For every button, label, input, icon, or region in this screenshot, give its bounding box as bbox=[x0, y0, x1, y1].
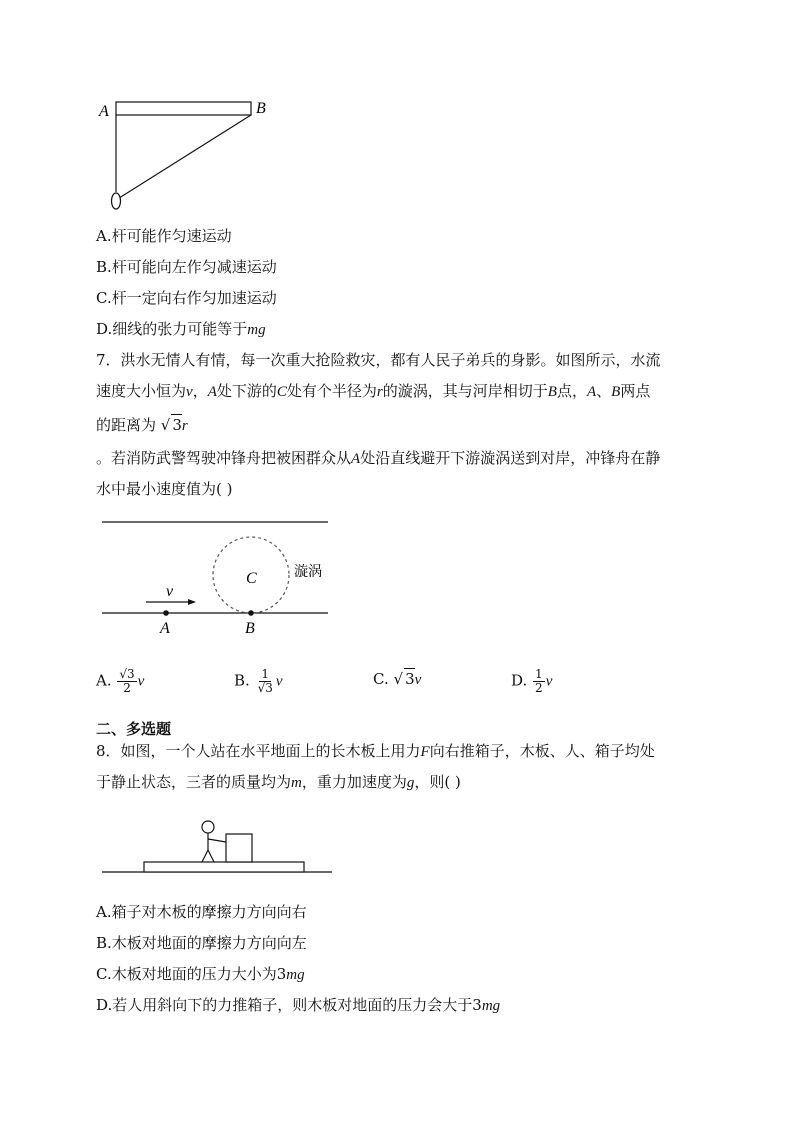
q7-line-5: 水中最小速度值为( ) bbox=[96, 480, 233, 498]
person-leg-left bbox=[202, 850, 208, 862]
q7-line-1: 7．洪水无情人有情，每一次重大抢险救灾，都有人民子弟兵的身影。如图所示，水流 bbox=[96, 351, 661, 369]
arrow-head bbox=[188, 599, 196, 605]
q6-option-d bbox=[96, 319, 266, 340]
q6-option-d-math: mg bbox=[247, 322, 266, 338]
q7-option-a: A. $\frac{√3}{2}$ v bbox=[96, 667, 145, 695]
q7-line-2: 速度大小恒为v，A处下游的C处有个半径为r的漩涡，其与河岸相切于B点，A、B两点 bbox=[96, 382, 651, 400]
label-a: A bbox=[160, 620, 170, 637]
q7-option-b: B. $\frac{1}{√3}$ v bbox=[234, 667, 283, 695]
person-arm bbox=[208, 839, 226, 842]
radical-sign: √ bbox=[160, 416, 171, 434]
person-head bbox=[202, 821, 214, 833]
vortex-label: 漩涡 bbox=[294, 565, 322, 580]
rod bbox=[116, 102, 251, 115]
river-vortex-figure bbox=[96, 512, 336, 642]
q6-option-d-text: D.细线的张力可能等于 bbox=[96, 320, 248, 338]
hanging-ball bbox=[112, 193, 121, 209]
q7-option-d: D. $\frac{1}{2}$ v bbox=[511, 667, 553, 695]
person-box-figure bbox=[96, 812, 341, 877]
label-b: B bbox=[245, 620, 255, 637]
label-b: B bbox=[256, 100, 266, 117]
q8-option-a: A.箱子对木板的摩擦力方向向右 bbox=[96, 903, 307, 921]
q7-line-3: 的距离为 √ 3r bbox=[96, 416, 188, 434]
q7-line-4: 。若消防武警驾驶冲锋舟把被困群众从A处沿直线避开下游漩涡送到对岸，冲锋舟在静 bbox=[96, 449, 661, 467]
q8-option-b: B.木板对地面的摩擦力方向向左 bbox=[96, 934, 307, 952]
label-v: v bbox=[166, 583, 174, 600]
q6-option-a: A.杆可能作匀速运动 bbox=[96, 227, 232, 245]
rod-pendulum-figure bbox=[96, 92, 266, 217]
label-c: C bbox=[246, 570, 257, 587]
q7-option-c: C. √ 3v bbox=[373, 670, 422, 688]
diagonal-string bbox=[116, 115, 251, 200]
label-a: A bbox=[99, 103, 109, 120]
box bbox=[226, 834, 252, 862]
person-leg-right bbox=[208, 850, 214, 862]
q6-option-b: B.杆可能向左作匀减速运动 bbox=[96, 258, 277, 276]
section-title-multiple-choice: 二、多选题 bbox=[96, 720, 172, 738]
point-a bbox=[163, 610, 169, 616]
board bbox=[144, 862, 304, 872]
q8-line-2: 于静止状态，三者的质量均为m，重力加速度为g，则( ) bbox=[96, 773, 461, 791]
q8-option-d: D.若人用斜向下的力推箱子，则木板对地面的压力会大于3mg bbox=[96, 996, 501, 1014]
q6-option-c: C.杆一定向右作匀加速运动 bbox=[96, 289, 277, 307]
point-b bbox=[248, 610, 254, 616]
q8-line-1: 8．如图，一个人站在水平地面上的长木板上用力F向右推箱子，木板、人、箱子均处 bbox=[96, 742, 655, 760]
q8-option-c: C.木板对地面的压力大小为3mg bbox=[96, 965, 305, 983]
